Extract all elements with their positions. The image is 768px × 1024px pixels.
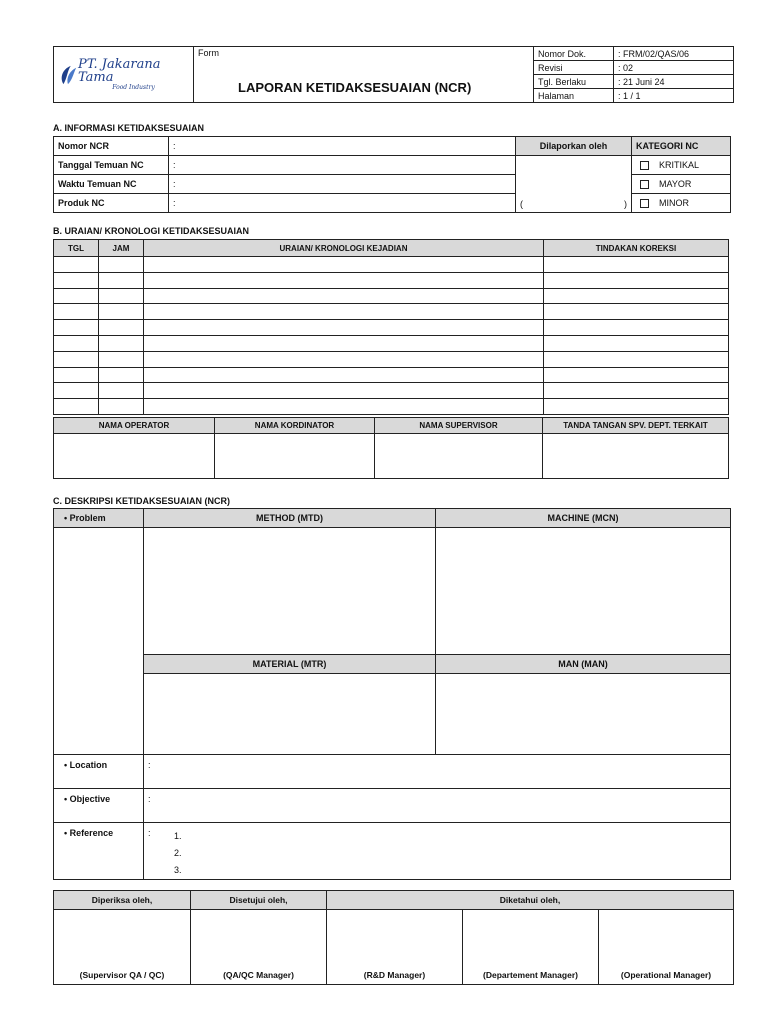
reported-by-header: Dilaporkan oleh (516, 137, 632, 156)
meta-label: Revisi (534, 61, 614, 75)
table-row[interactable] (54, 304, 729, 320)
meta-value: : 21 Juni 24 (614, 75, 734, 89)
tanggal-temuan-field[interactable]: : (169, 156, 516, 175)
kordinator-sign-field[interactable] (215, 434, 375, 479)
company-name: PT. Jakarana Tama (78, 57, 161, 85)
reference-item: 1. (174, 831, 182, 841)
form-label: Form (198, 48, 219, 58)
diketahui-header: Diketahui oleh, (327, 891, 734, 910)
disetujui-header: Disetujui oleh, (191, 891, 327, 910)
category-kritikal[interactable]: KRITIKAL (632, 156, 731, 175)
col-jam: JAM (99, 240, 144, 257)
operator-sign-field[interactable] (54, 434, 215, 479)
meta-value: : 1 / 1 (614, 89, 734, 103)
meta-label: Nomor Dok. (534, 47, 614, 61)
table-row[interactable] (54, 367, 729, 383)
supervisor-sign-field[interactable] (375, 434, 543, 479)
chronology-table (53, 239, 729, 415)
section-b-title: B. URAIAN/ KRONOLOGI KETIDAKSESUAIAN (53, 226, 250, 236)
signoff-table (53, 890, 734, 985)
man-field[interactable] (436, 674, 731, 755)
sign-operator-header: NAMA OPERATOR (54, 418, 215, 434)
method-field[interactable] (144, 528, 436, 655)
col-uraian: URAIAN/ KRONOLOGI KEJADIAN (144, 240, 544, 257)
company-subtitle: Food Industry (112, 84, 155, 91)
section-c-title: C. DESKRIPSI KETIDAKSESUAIAN (NCR) (53, 496, 231, 506)
material-field[interactable] (144, 674, 436, 755)
location-label: • Location (54, 755, 144, 789)
category-mayor[interactable]: MAYOR (632, 175, 731, 194)
signature-qa-manager[interactable]: (QA/QC Manager) (191, 910, 327, 985)
reference-item: 3. (174, 865, 182, 875)
man-header: MAN (MAN) (436, 655, 731, 674)
chronology-signature-table (53, 417, 729, 479)
location-field[interactable]: : (144, 755, 731, 789)
material-header: MATERIAL (MTR) (144, 655, 436, 674)
meta-label: Tgl. Berlaku (534, 75, 614, 89)
table-row[interactable] (54, 383, 729, 399)
field-label: Nomor NCR (54, 137, 169, 156)
checkbox-icon[interactable] (640, 161, 649, 170)
problem-label: • Problem (54, 509, 144, 528)
waktu-temuan-field[interactable]: : (169, 175, 516, 194)
produk-nc-field[interactable]: : (169, 194, 516, 213)
sign-kordinator-header: NAMA KORDINATOR (215, 418, 375, 434)
machine-field[interactable] (436, 528, 731, 655)
company-logo-cell (54, 47, 194, 103)
ttd-sign-field[interactable] (543, 434, 729, 479)
meta-value: : 02 (614, 61, 734, 75)
sign-ttd-header: TANDA TANGAN SPV. DEPT. TERKAIT (543, 418, 729, 434)
meta-value: : FRM/02/QAS/06 (614, 47, 734, 61)
col-tgl: TGL (54, 240, 99, 257)
objective-field[interactable]: : (144, 789, 731, 823)
reference-label: • Reference (54, 823, 144, 880)
category-header: KATEGORI NC (632, 137, 731, 156)
table-row[interactable] (54, 320, 729, 336)
table-row[interactable] (54, 272, 729, 288)
field-label: Waktu Temuan NC (54, 175, 169, 194)
field-label: Tanggal Temuan NC (54, 156, 169, 175)
category-minor[interactable]: MINOR (632, 194, 731, 213)
reference-item: 2. (174, 848, 182, 858)
reported-by-field[interactable]: ( ) (516, 156, 632, 213)
signature-dept-manager[interactable]: (Departement Manager) (463, 910, 599, 985)
col-tindakan: TINDAKAN KOREKSI (544, 240, 729, 257)
title-cell (194, 47, 534, 103)
page-title: LAPORAN KETIDAKSESUAIAN (NCR) (238, 80, 472, 95)
nomor-ncr-field[interactable]: : (169, 137, 516, 156)
diperiksa-header: Diperiksa oleh, (54, 891, 191, 910)
info-table (53, 136, 731, 213)
signature-operational-manager[interactable]: (Operational Manager) (599, 910, 734, 985)
table-row[interactable] (54, 351, 729, 367)
document-header (53, 46, 734, 103)
company-logo-icon (58, 63, 78, 87)
checkbox-icon[interactable] (640, 199, 649, 208)
meta-label: Halaman (534, 89, 614, 103)
objective-label: • Objective (54, 789, 144, 823)
signature-rd-manager[interactable]: (R&D Manager) (327, 910, 463, 985)
table-row[interactable] (54, 399, 729, 415)
reference-field[interactable]: : 1. 2. 3. (144, 823, 731, 880)
table-row[interactable] (54, 288, 729, 304)
signature-supervisor-qa[interactable]: (Supervisor QA / QC) (54, 910, 191, 985)
description-table (53, 508, 731, 880)
section-a-title: A. INFORMASI KETIDAKSESUAIAN (53, 123, 205, 133)
table-row[interactable] (54, 257, 729, 273)
method-header: METHOD (MTD) (144, 509, 436, 528)
table-row[interactable] (54, 335, 729, 351)
sign-supervisor-header: NAMA SUPERVISOR (375, 418, 543, 434)
problem-field[interactable] (54, 528, 144, 755)
checkbox-icon[interactable] (640, 180, 649, 189)
field-label: Produk NC (54, 194, 169, 213)
machine-header: MACHINE (MCN) (436, 509, 731, 528)
